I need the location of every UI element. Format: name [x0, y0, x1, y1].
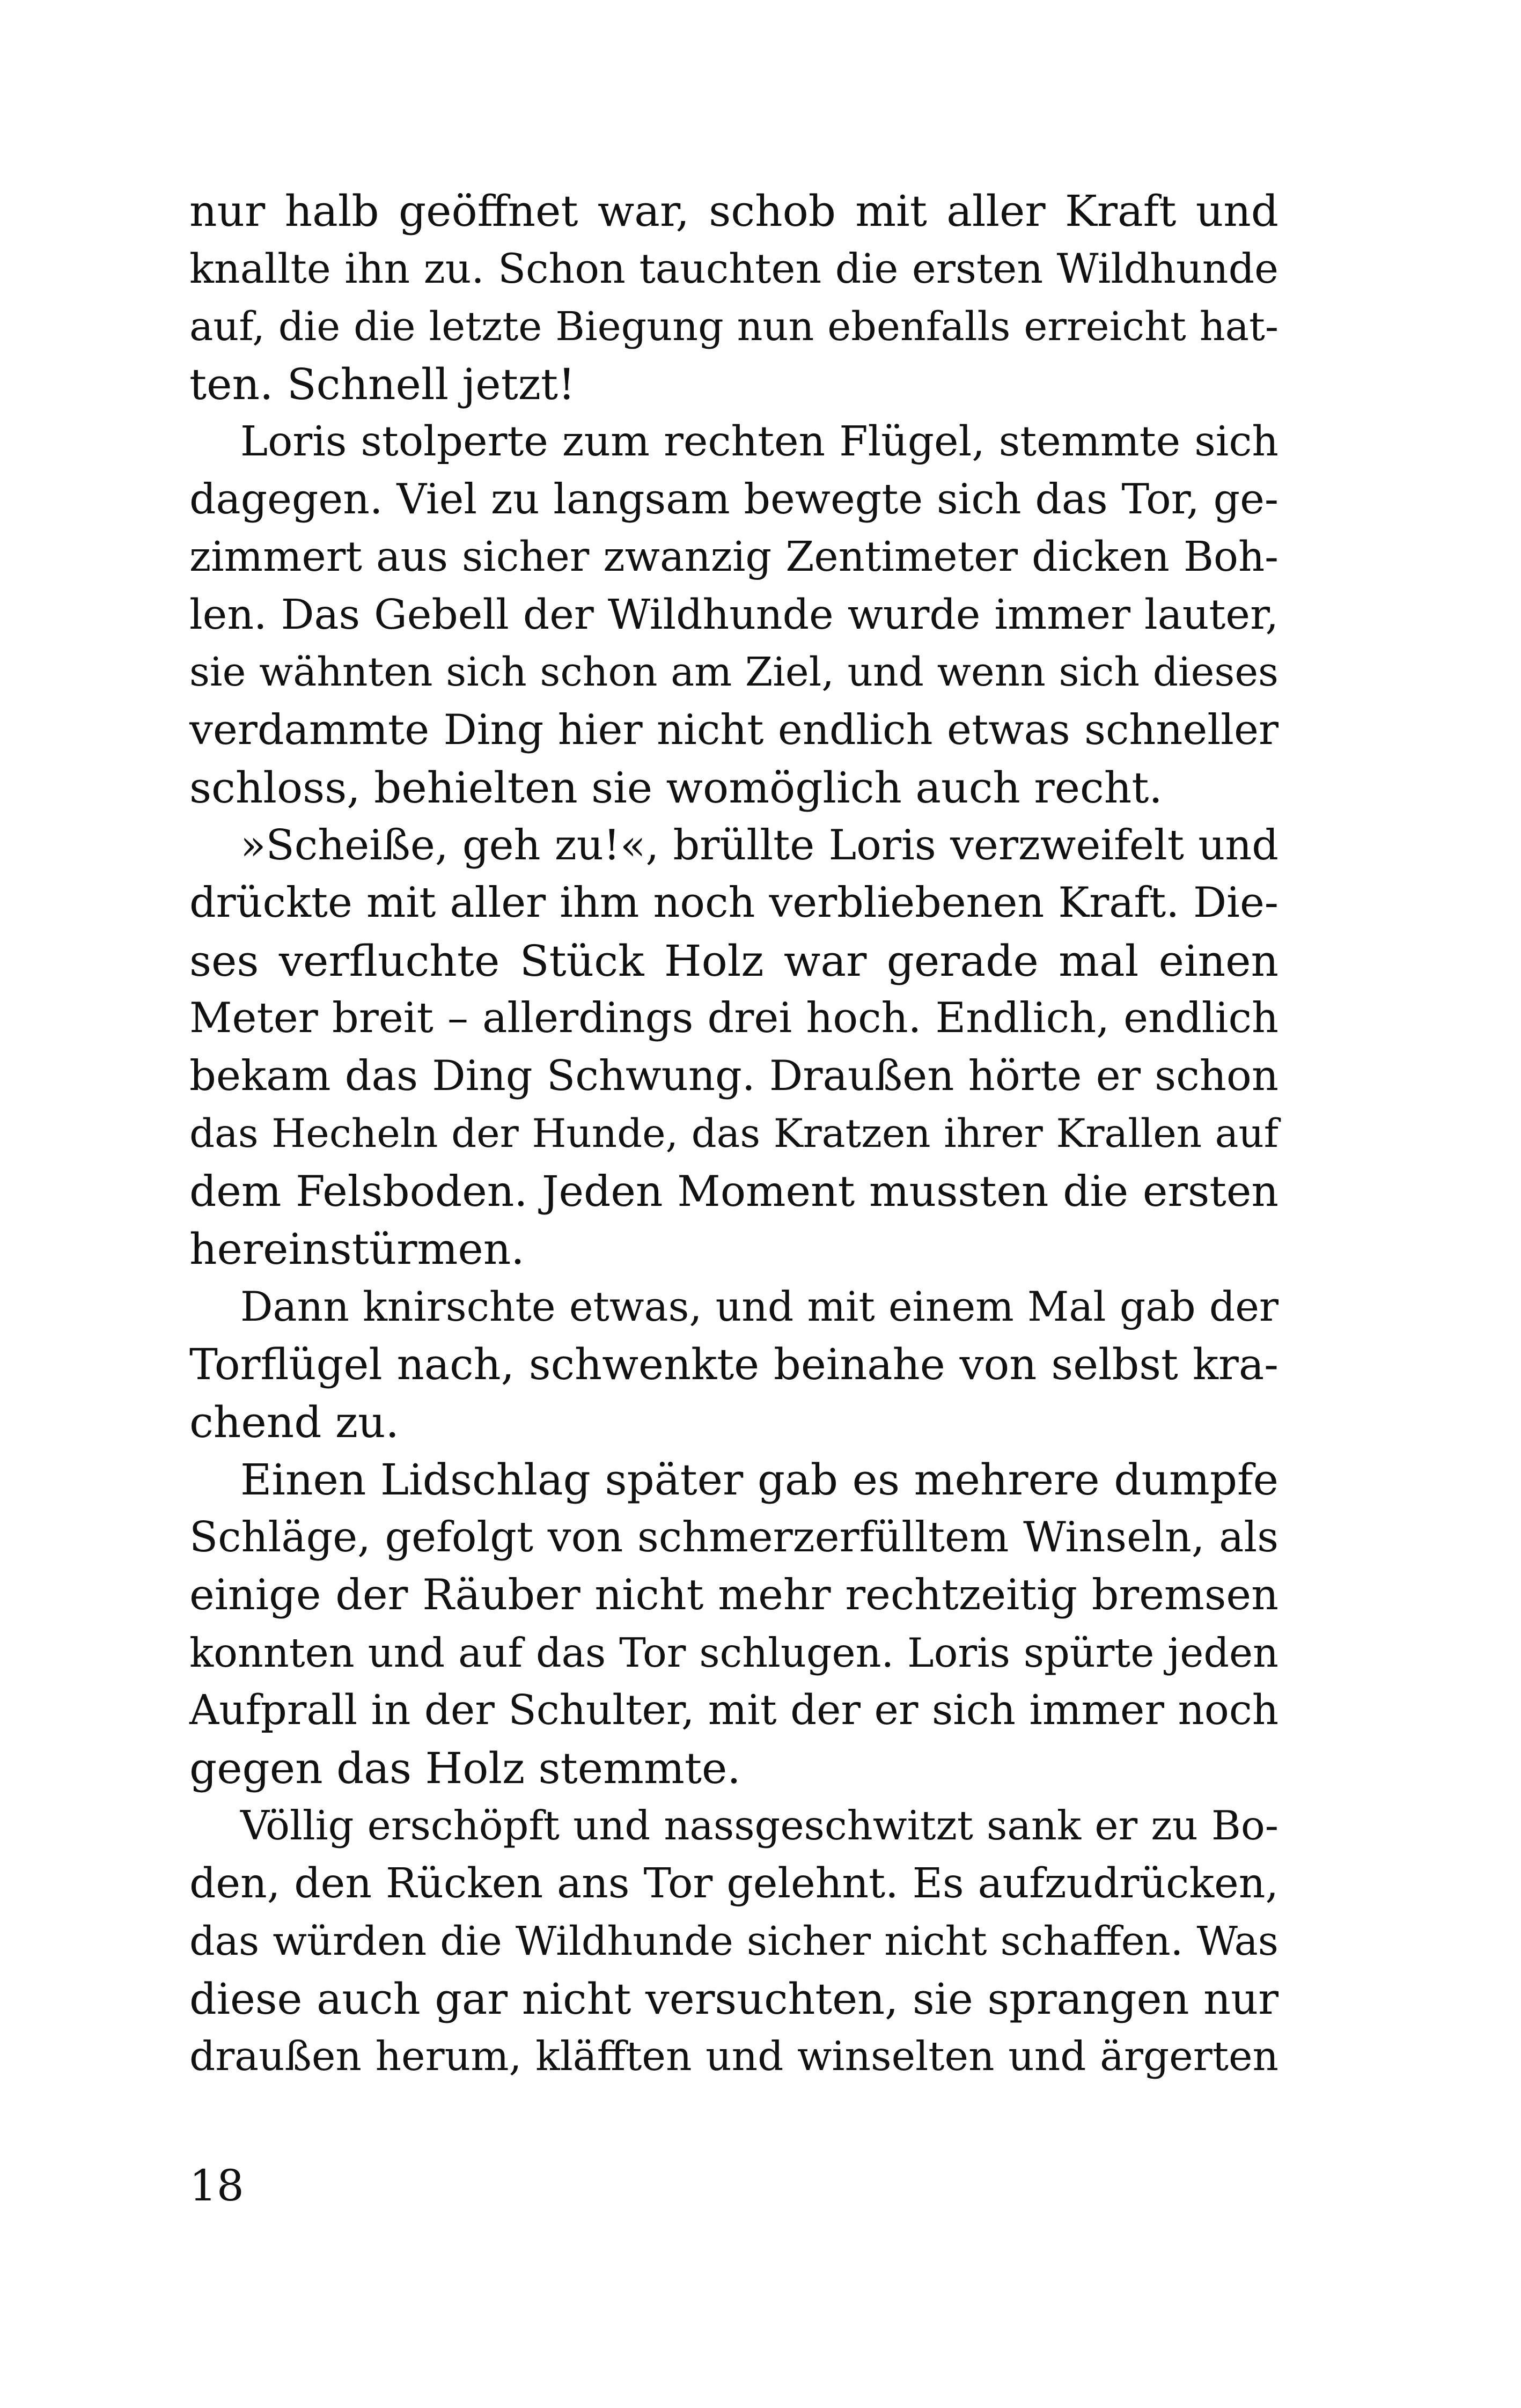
text-line: drückte mit aller ihm noch verbliebenen Kraft. Die- — [189, 879, 1278, 927]
text-line: den, den Rücken ans Tor gelehnt. Es aufzudrücken, — [189, 1859, 1278, 1908]
text-line: Torflügel nach, schwenkte beinahe von selbst kra- — [189, 1339, 1278, 1389]
text-line: zimmert aus sicher zwanzig Zentimeter dicken Boh- — [189, 533, 1278, 581]
text-line: chend zu. — [189, 1397, 399, 1447]
text-line: Dann knirschte etwas, und mit einem Mal gab der — [240, 1283, 1278, 1330]
text-line: draußen herum, kläfften und winselten und ärgerten — [189, 2033, 1278, 2080]
text-line: ten. Schnell jetzt! — [189, 359, 576, 409]
text-line: das würden die Wildhunde sicher nicht schaffen. Was — [189, 1918, 1278, 1964]
text-line: dem Felsboden. Jeden Moment mussten die ersten — [189, 1166, 1278, 1216]
text-line: das Hecheln der Hunde, das Kratzen ihrer Krallen auf — [189, 1111, 1278, 1157]
text-line: ses verfluchte Stück Holz war gerade mal einen — [189, 936, 1278, 986]
text-line: diese auch gar nicht versuchten, sie sprangen nur — [189, 1973, 1278, 2024]
text-line: Aufprall in der Schulter, mit der er sich immer noch — [189, 1687, 1278, 1734]
text-line: Völlig erschöpft und nassgeschwitzt sank er zu Bo- — [240, 1802, 1278, 1849]
text-line: »Scheiße, geh zu!«, brüllte Loris verzweifelt und — [240, 821, 1278, 870]
text-line: konnten und auf das Tor schlugen. Loris spürte jeden — [189, 1629, 1278, 1676]
text-line: dagegen. Viel zu langsam bewegte sich das Tor, ge- — [189, 475, 1278, 524]
text-line: auf, die die letzte Biegung nun ebenfalls erreicht hat- — [189, 303, 1278, 350]
text-line: Einen Lidschlag später gab es mehrere dumpfe — [240, 1455, 1278, 1505]
text-line: schloss, behielten sie womöglich auch recht. — [189, 763, 1163, 813]
text-line: nur halb geöffnet war, schob mit aller Kraft und — [189, 186, 1278, 236]
text-line: verdammte Ding hier nicht endlich etwas schneller — [189, 705, 1278, 754]
text-line: sie wähnten sich schon am Ziel, und wenn sich dieses — [189, 649, 1278, 695]
text-line: einige der Räuber nicht mehr rechtzeitig bremsen — [189, 1570, 1278, 1619]
text-line: hereinstürmen. — [189, 1224, 525, 1274]
text-line: bekam das Ding Schwung. Draußen hörte er schon — [189, 1051, 1278, 1100]
text-line: Schläge, gefolgt von schmerzerfülltem Winseln, als — [189, 1513, 1278, 1562]
text-line: Meter breit – allerdings drei hoch. Endlich, endlich — [189, 994, 1278, 1042]
text-line: gegen das Holz stemmte. — [189, 1743, 741, 1793]
text-line: Loris stolperte zum rechten Flügel, stemmte sich — [240, 418, 1278, 466]
text-line: knallte ihn zu. Schon tauchten die ersten Wildhunde — [189, 245, 1278, 292]
body-text — [189, 182, 1278, 2086]
text-line: len. Das Gebell der Wildhunde wurde immer lauter, — [189, 590, 1278, 639]
page-number: 18 — [189, 2161, 244, 2211]
